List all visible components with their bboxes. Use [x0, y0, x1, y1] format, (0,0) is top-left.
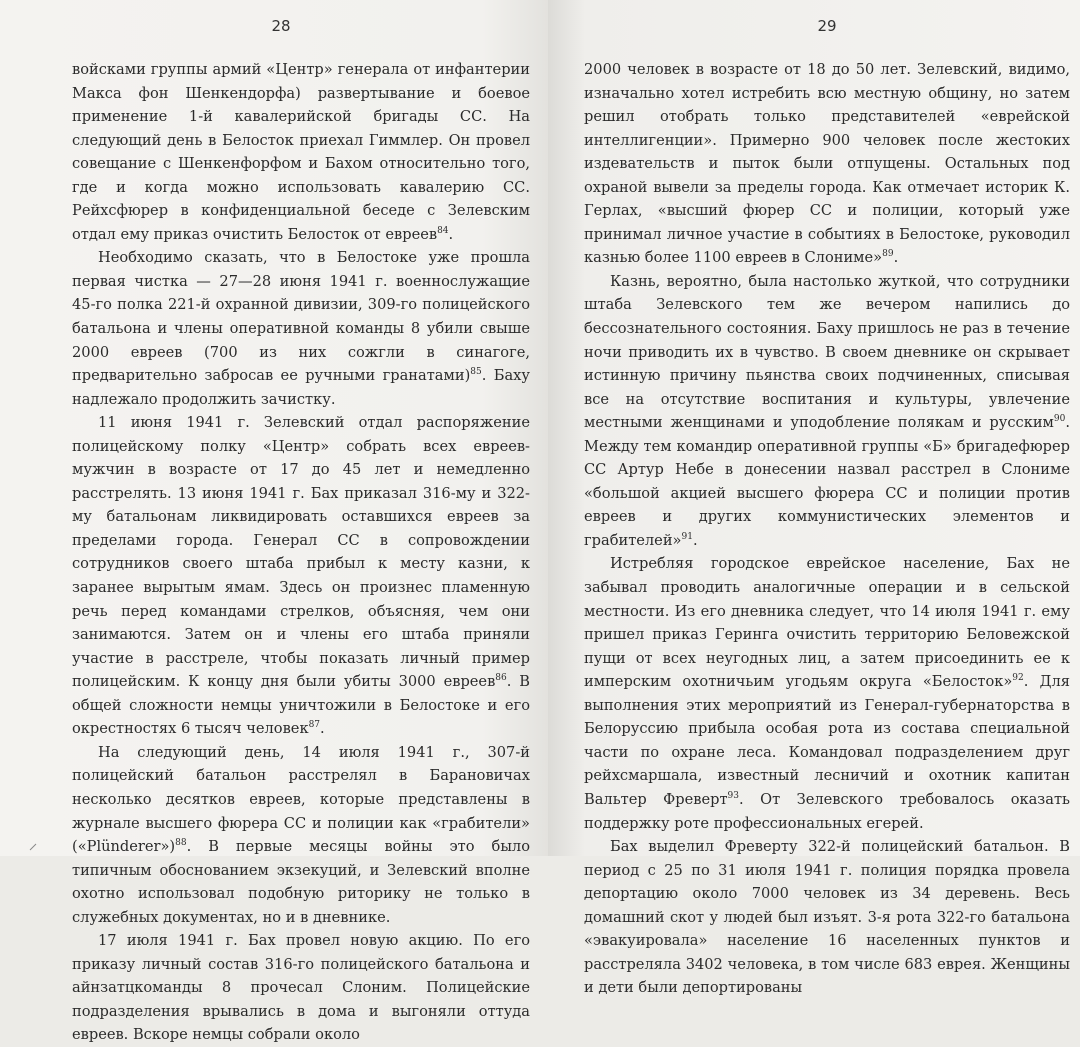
- paragraph-text-tail: . От Зелевского требовалось оказать поддержку роте профессиональных егерей.: [584, 790, 1070, 832]
- paragraph-text-tail: .: [692, 531, 698, 549]
- footnote-ref[interactable]: 84: [437, 225, 449, 236]
- footnote-ref[interactable]: 90: [1053, 414, 1066, 425]
- paragraph: [72, 411, 530, 741]
- footnote-ref[interactable]: 93: [727, 791, 739, 802]
- paragraph-text: Необходимо сказать, что в Белостоке уже прошла первая чистка — 27—28 июня 1941 г. военнослужащие 45-го полка 221-й охранной дивизии, 309-го полицейского батальона и члены оперативной команды 8 убили свыше 2000 евреев (700 из них сожгли в синагоге, предварительно забросав ее ручными гранатами): [72, 249, 530, 385]
- paragraph: [72, 58, 530, 246]
- paragraph-text-tail: . Между тем командир оперативной группы «Б» бригадефюрер СС Артур Небе в донесении назвал расстрел в Слониме «большой акцией высшего фюрера СС и полиции против евреев и других коммунистических элементов и грабителей»: [584, 414, 1070, 549]
- footnote-ref[interactable]: 88: [175, 838, 187, 849]
- paragraph-text: Казнь, вероятно, была настолько жуткой, что сотрудники штаба Зелевского тем же вечером напились до бессознательного состояния. Баху пришлось не раз в течение ночи приводить их в чувство. В своем дневнике он скрывает истинную причину пьянства своих подчиненных, списывая все на отсутствие воспитания и культуры, увлечение местными женщинами и уподобление полякам и русским: [584, 272, 1070, 432]
- page-edge-mark-icon: [28, 842, 38, 852]
- paragraph-text-tail: . В первые месяцы войны это было типичным обоснованием экзекуций, и Зелевский вполне охотно использовал подобную риторику не только в служебных документах, но и в дневнике.: [72, 838, 530, 926]
- paragraph-text-tail: .: [448, 225, 454, 243]
- paragraph: [584, 270, 1070, 553]
- footnote-ref[interactable]: 89: [882, 249, 894, 260]
- right-page: [548, 0, 1080, 997]
- paragraph-text: 17 июля 1941 г. Бах провел новую акцию. По его приказу личный состав 316-го полицейского батальона и айнзатцкоманды 8 прочесал Слоним. Полицейские подразделения врывались в дома и выгоняли оттуда евреев. Вскоре немцы собрали около: [72, 932, 530, 1044]
- paragraph: [72, 741, 530, 929]
- page-number: 29: [817, 17, 837, 35]
- paragraph: [584, 835, 1070, 1000]
- paragraph-text: Бах выделил Фреверту 322-й полицейский батальон. В период с 25 по 31 июля 1941 г. полиция порядка провела депортацию около 7000 человек из 34 деревень. Весь домашний скот у людей был изъят. 3-я рота 322-го батальона «эвакуировала» население 16 населенных пунктов и расстреляла 3402 человека, в том числе 683 еврея. Женщины и дети были депортированы: [584, 838, 1070, 997]
- paragraph: [584, 552, 1070, 835]
- paragraph-text: 11 июня 1941 г. Зелевский отдал распоряжение полицейскому полку «Центр» собрать всех евреев-мужчин в возрасте от 17 до 45 лет и немедленно расстрелять. 13 июня 1941 г. Бах приказал 316-му и 322-му батальонам ликвидировать оставшихся евреев за пределами города. Генерал СС в сопровождении сотрудников своего штаба прибыл к месту казни, к заранее вырытым ямам. Здесь он произнес пламенную речь перед командами стрелков, объясняя, чем они занимаются. Затем он и члены его штаба приняли участие в расстреле, чтобы показать личный пример полицейским. К концу дня были убиты 3000 евреев: [72, 414, 530, 691]
- paragraph: [584, 58, 1070, 270]
- footnote-ref[interactable]: 86: [495, 673, 507, 684]
- paragraph-text-tail: . Баху надлежало продолжить зачистку.: [72, 367, 530, 408]
- paragraph-text-tail: . Для выполнения этих мероприятий из Генерал-губернаторства в Белоруссию прибыла особая рота из состава специальной части по охране леса. Командовал подразделением друг рейхсмаршала, известный лесничий и охотник капитан Вальтер Фреверт: [584, 673, 1070, 808]
- paragraph-text-tail: .: [320, 720, 325, 738]
- footnote-ref[interactable]: 85: [470, 367, 482, 378]
- paragraph: [72, 929, 530, 1047]
- footnote-ref[interactable]: 87: [308, 720, 321, 731]
- footnote-ref[interactable]: 91: [681, 532, 693, 543]
- paragraph-text: войсками группы армий «Центр» генерала от инфантерии Макса фон Шенкендорфа) развертывание и боевое применение 1-й кавалерийской бригады СС. На следующий день в Белосток приехал Гиммлер. Он провел совещание с Шенкенфорфом и Бахом относительно того, где и когда можно использовать кавалерию СС. Рейхсфюрер в конфиденциальной беседе с Зелевским отдал ему приказ очистить Белосток от евреев: [72, 61, 530, 243]
- paragraph-text: 2000 человек в возрасте от 18 до 50 лет. Зелевский, видимо, изначально хотел истребить всю местную общину, но затем решил отобрать только представителей «еврейской интеллигенции». Примерно 900 человек после жестоких издевательств и пыток были отпущены. Остальных под охраной вывели за пределы города. Как отмечает историк К. Герлах, «высший фюрер СС и полиции, который уже принимал личное участие в событиях в Белостоке, руководил казнью более 1100 евреев в Слониме»: [584, 61, 1070, 267]
- paragraph-text: Истребляя городское еврейское население, Бах не забывал проводить аналогичные операции и в сельской местности. Из его дневника следует, что 14 июля 1941 г. ему пришел приказ Геринга очистить территорию Беловежской пущи от всех неугодных лиц, а затем присоединить ее к имперским охотничьим угодьям округа «Белосток»: [584, 555, 1070, 691]
- footnote-ref[interactable]: 92: [1012, 673, 1024, 684]
- page-number: 28: [271, 17, 291, 35]
- paragraph-text-tail: . В общей сложности немцы уничтожили в Белостоке и его окрестностях 6 тысяч человек: [72, 673, 530, 738]
- paragraph-text-tail: .: [893, 249, 899, 267]
- paragraph: [72, 246, 530, 411]
- paragraph-text: На следующий день, 14 июля 1941 г., 307-й полицейский батальон расстрелял в Барановичах несколько десятков евреев, которые представлены в журнале высшего фюрера СС и полиции как «грабители» («Plünderer»): [72, 743, 530, 856]
